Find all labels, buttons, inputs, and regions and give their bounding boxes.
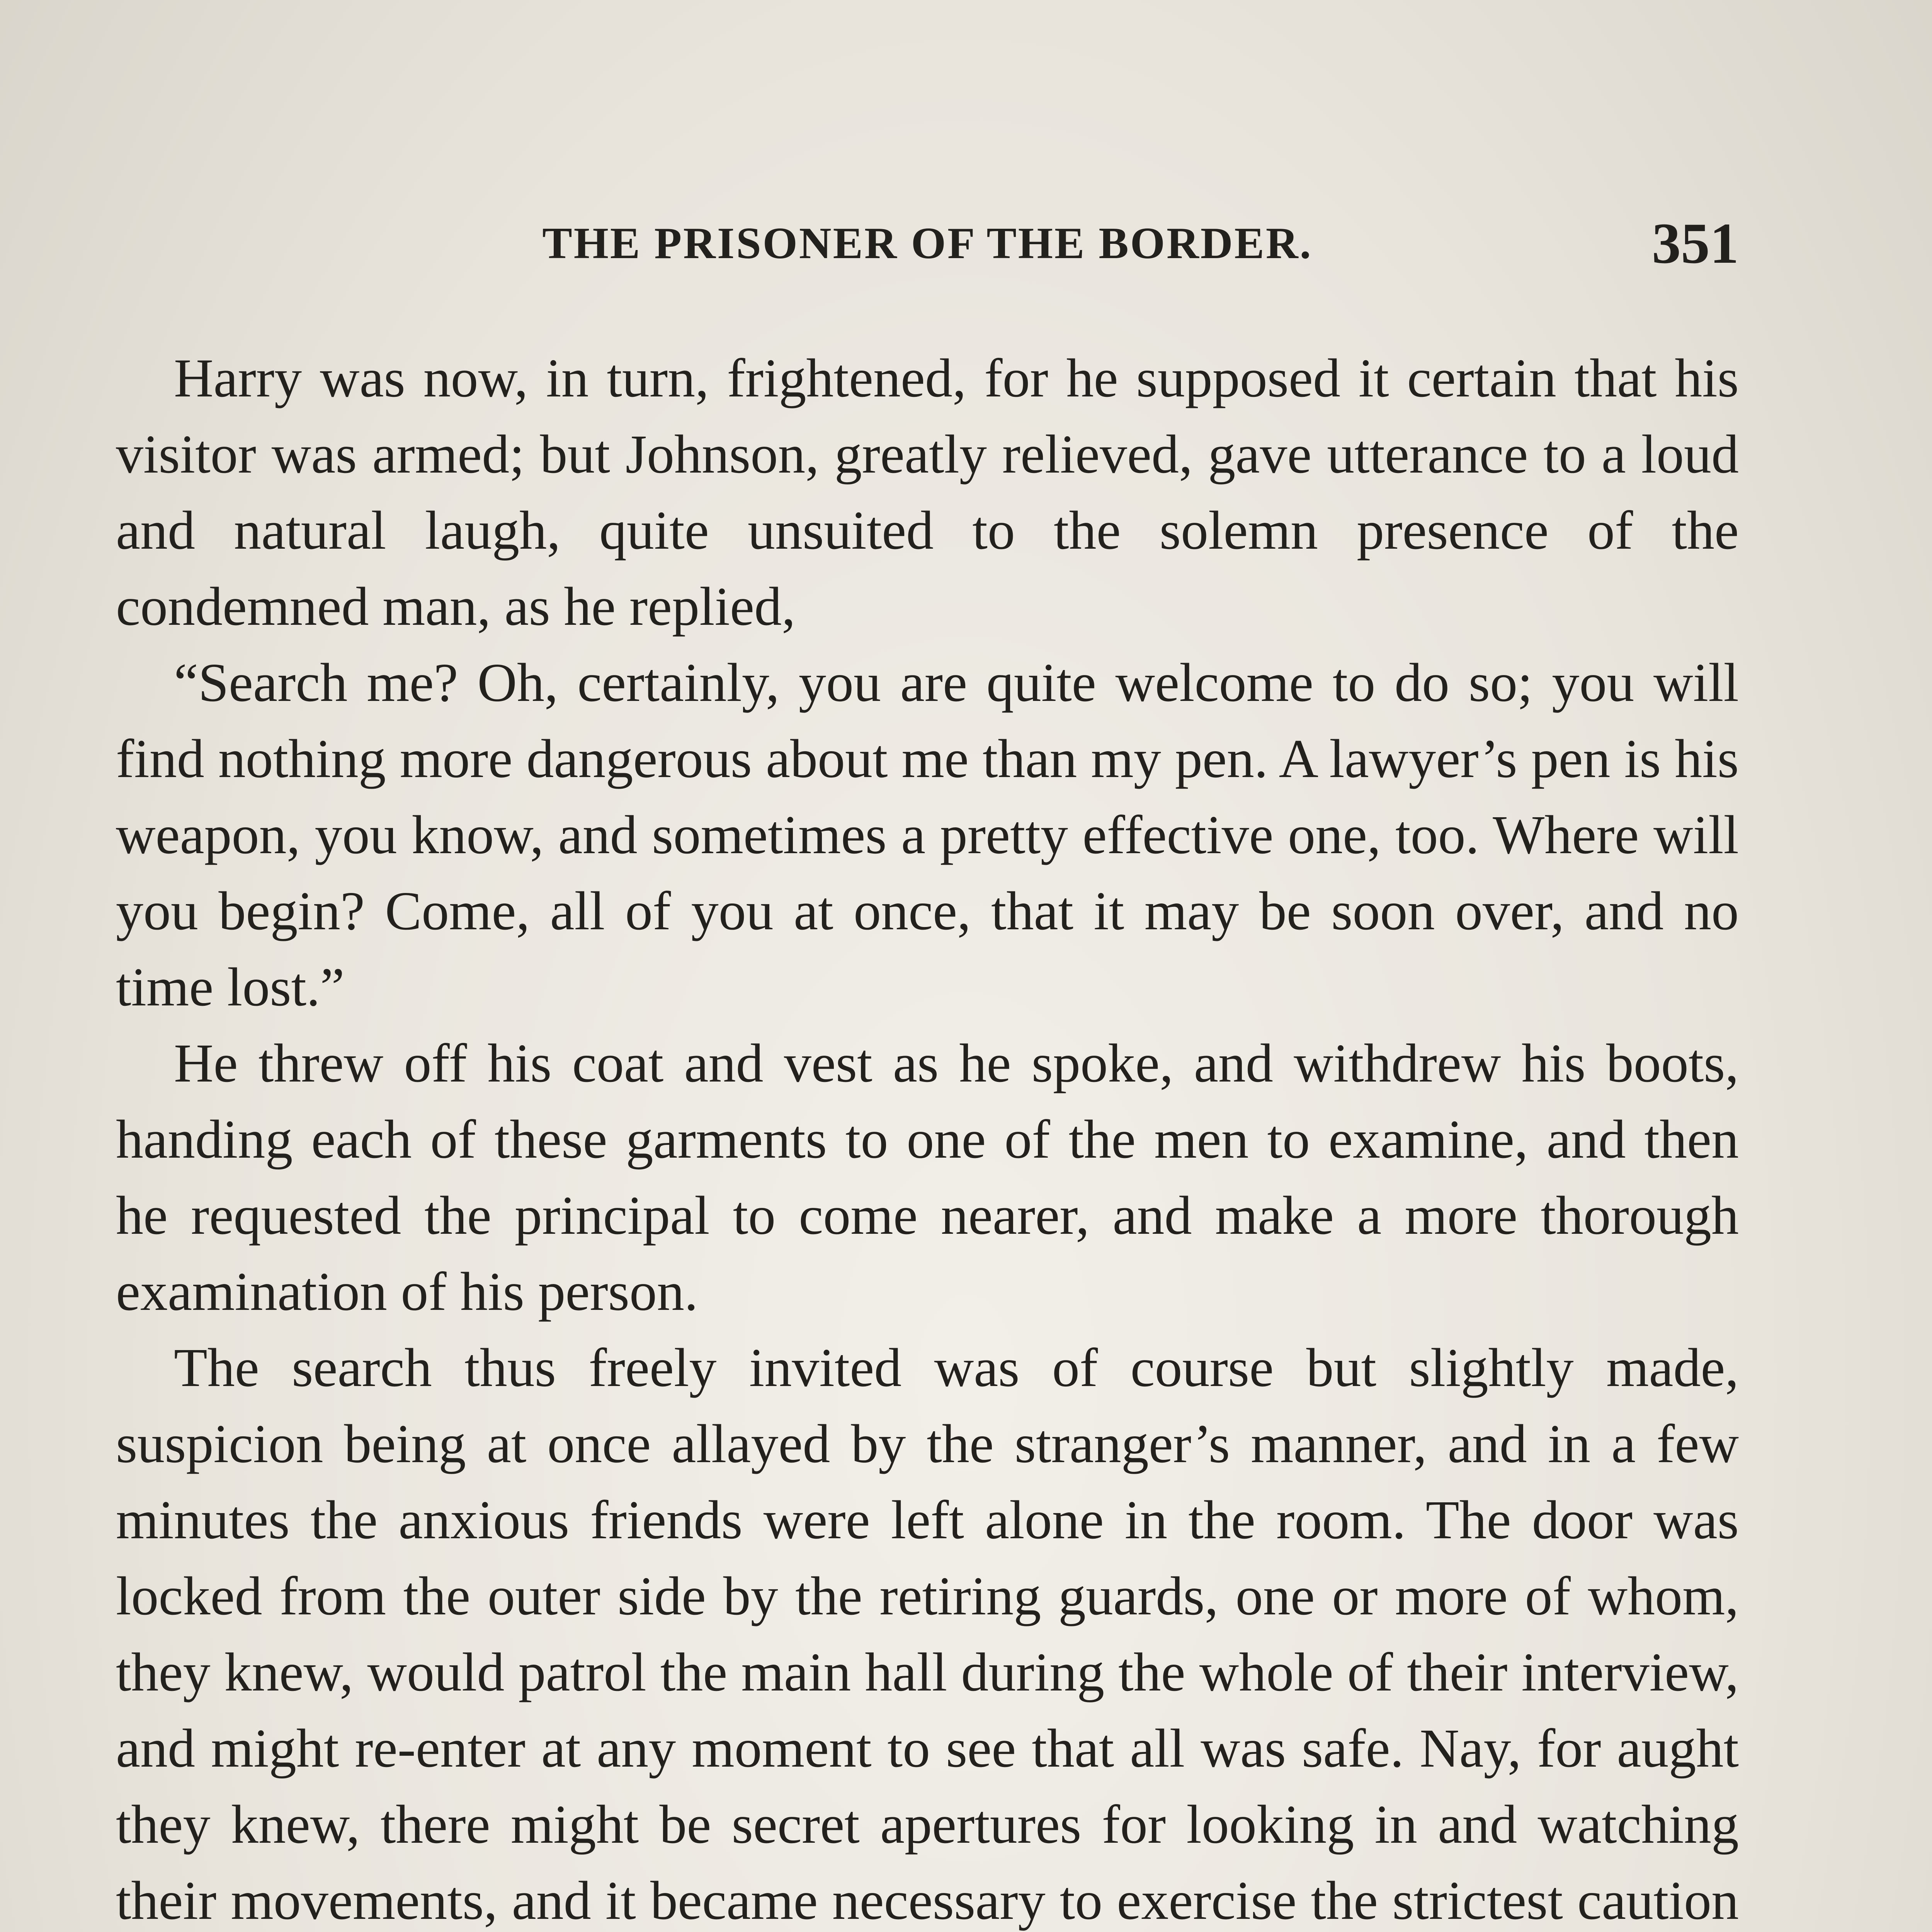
paragraph-2: “Search me? Oh, certainly, you are quite welcome to do so; you will find nothing more dangerous about me than my pen. A lawyer’s pen is his weapon, you know, and sometimes a pretty effective one, too. Where will you begin? Come, all of you at once, that it may be soon over, and no time lost.” (116, 652, 1739, 1017)
running-head (116, 205, 1739, 282)
page-number: 351 (1652, 211, 1739, 276)
body-text (116, 340, 1739, 1932)
paragraph-1: Harry was now, in turn, frightened, for he supposed it certain that his visitor was armed; but Johnson, greatly relieved, gave utterance to a loud and natural laugh, quite unsuited to the solemn presence of the condemned man, as he replied, (116, 347, 1739, 637)
running-title: THE PRISONER OF THE BORDER. (542, 219, 1313, 268)
paragraph-3: He threw off his coat and vest as he spoke, and withdrew his boots, handing each of these garments to one of the men to examine, and then he requested the principal to come nearer, and make a more thorough examination of his person. (116, 1032, 1739, 1322)
paragraph-4: The search thus freely invited was of course but slightly made, suspicion being at once allayed by the stranger’s manner, and in a few minutes the anxious friends were left alone in the room. The door was locked from the outer side by the retiring guards, one or more of whom, they knew, would patrol the main hall during the whole of their interview, and might re-enter at any moment to see that all was safe. Nay, for aught they knew, there might be secret apertures for looking in and watching their movements, and it became necessary to exercise the strictest caution (116, 1337, 1739, 1931)
